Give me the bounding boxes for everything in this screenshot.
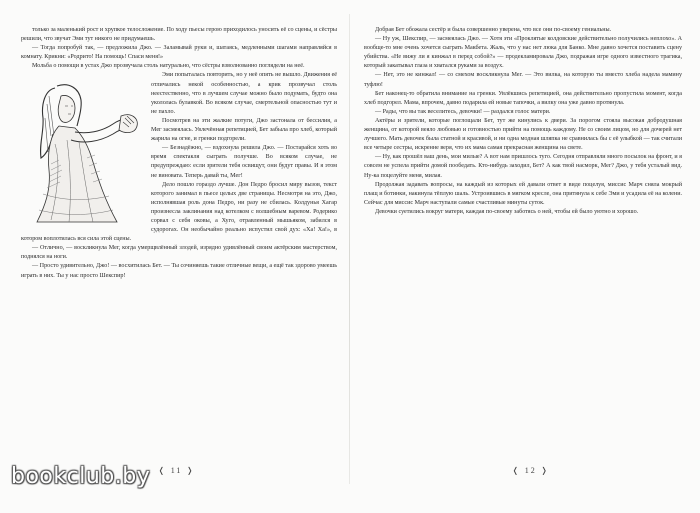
page-number: 11 bbox=[170, 466, 183, 475]
paragraph: — Тогда попробуй так, — предложила Джо. — Заламывай руки и, шатаясь, медленными шагами направляйся в комнату. Крикни: «Родрито! На помощь! Спаси меня!» bbox=[21, 45, 337, 61]
paragraph: только за маленький рост и хрупкое телосложение. По ходу пьесы герою приходилось уносить её со сцены, и сёстры решили, что звучат Эми тут никого не придумаешь. bbox=[21, 27, 337, 43]
paragraph: — Ну, как прошёл ваш день, мои милые? А вот нам пришлось туго. Сегодня отправляли много посылок на фронт, и я совсем не успела прийти домой пообедать. Кто-нибудь заходил, Бет? А как твой насморк, Мег? Джо, у тебя усталый вид. Ну-ка поцелуйте меня, милая. bbox=[364, 154, 682, 179]
page-number-ornament-icon: ❬ bbox=[158, 466, 167, 475]
page-number-ornament-icon: ❬ bbox=[512, 466, 521, 475]
paragraph: Бет наконец-то обратила внимание на гренки. Увлёкшись репетицией, она действительно пропустила момент, когда хлеб подгорел. Мама, впрочем, давно подарила ей новые тапочки, а вилку она уже давно протянула. bbox=[364, 90, 682, 106]
page-number: 12 bbox=[524, 466, 537, 475]
paragraph: — Рады, что вы так веселитесь, девочки! — раздался голос матери. bbox=[375, 108, 551, 115]
paragraph: — Нет, это не кинжал! — со смехом воскликнула Мег. — Это вилка, на которую ты вместо хлеба надела мамину туфлю! bbox=[364, 72, 682, 88]
paragraph: — Ну уж, Шекспир, — засмеялась Джо. — Хотя эти «Проклятые колдовские действительно получились неплохо». А вообще-то мне очень хочется сыграть Макбета. Жаль, что у нас нет люка для Банко. Мне давно хочется поставить сцену убийства. «Не вижу ли я кинжал в перед собой?» — продекламировала Джо, подражая игре одного известного трагика, который закатывал глаза и хватался руками за воздух. bbox=[364, 36, 682, 70]
paragraph: — Безнадёжно, — вздохнула решила Джо. — Постарайся хоть во время спектакля сыграть получше. Во всяком случае, не предупреждаю: если зрители тебя освищут, они будут правы. И я этом не виновата. Теперь давай ты, Мег! bbox=[151, 145, 337, 179]
paragraph: Эми попыталась повторить, но у неё опять не вышло. Движения её отличались некой особенностью, а крик прозвучал столь неестественно, что в лучшем случае можно было подумать, будто она укололась булавкой. Во всяком случае, смертельной опасностью тут и не пахло. bbox=[151, 72, 337, 115]
paragraph: Мольба о помощи в устах Джо прозвучала столь натурально, что сёстры взволнованно поглядели на неё. bbox=[32, 63, 305, 70]
watermark: bookclub.by bbox=[11, 464, 151, 489]
right-page bbox=[364, 26, 682, 466]
paragraph: Актёры и зрители, которые поглощали Бет, тут же кинулись к двери. За порогом стояла высокая добродушная женщина, от которой веяло любовью и готовностью прийти на помощь каждому. Не со своим лицом, но для дочерей нет лучшего. Мать девочек была статной и красивой, и ни одна модная шляпка не сравнилась бы с её улыбкой — так считали все четыре сестры, искренне веря, что их мама самая прекрасная женщина на свете. bbox=[364, 117, 682, 152]
paragraph: Продолжая задавать вопросы, на каждый из которых ей давали ответ в виде поцелуя, миссис Марч сняла мокрый плащ и ботинки, накинула тёплую шаль. Устроившись в мягком кресле, она притянула к себе Эми и усадила её на колени. Сейчас для миссис Марч наступали самые счастливые минуты суток. bbox=[364, 181, 682, 206]
page-gutter bbox=[349, 14, 350, 484]
paragraph: — Отлично, — воскликнула Мег, когда умерщвлённый злодей, изрядно удивлённый своим актёрским мастерством, поднялся на ноги. bbox=[21, 245, 337, 261]
left-page bbox=[21, 26, 337, 466]
page-number-right bbox=[512, 466, 549, 475]
paragraph: Девочки суетились вокруг матери, каждая по-своему заботясь о ней, чтобы ей было уютно и хорошо. bbox=[375, 208, 639, 215]
page-number-ornament-icon: ❭ bbox=[540, 466, 550, 475]
girl-illustration-icon bbox=[21, 74, 143, 226]
illustration-girl-wringing-hands bbox=[21, 74, 143, 226]
page-number-ornament-icon: ❭ bbox=[186, 466, 196, 475]
paragraph: Посмотрев на эти жалкие потуги, Джо застонала от бессилия, а Мег засмеялась. Увлечённая репетицией, Бет забыла про хлеб, который жарила на огне, и гренки подгорели. bbox=[151, 117, 337, 143]
paragraph: — Просто удивительно, Джо! — восхитилась Бет. — Ты сочиняешь такие отличные вещи, а ещё так здорово умеешь играть в них. Ты у нас просто Шекспир! bbox=[21, 263, 337, 279]
paragraph: Дело пошло гораздо лучше. Дон Педро бросил миру вызов, текст которого занимал в пьесе целых две страницы. Несмотря на это, Джо, исполнявшая роль дона Педро, ни разу не сбилась. Колдунья Хагар произнесла заклинания над котелком с волшебным варевом. Родерико сорвал с себя оковы, а Хуго, отравленный мышьяком, забился в судорогах. Он необычайно реально испустил свой дух: «Ха! Ха!», в котором воплотилась вся сила этой сцены. bbox=[21, 181, 337, 243]
page-number-left bbox=[158, 466, 195, 475]
paragraph: Добрая Бет обожала сестёр и была совершенно уверена, что все они по-своему гениальны. bbox=[375, 27, 612, 33]
